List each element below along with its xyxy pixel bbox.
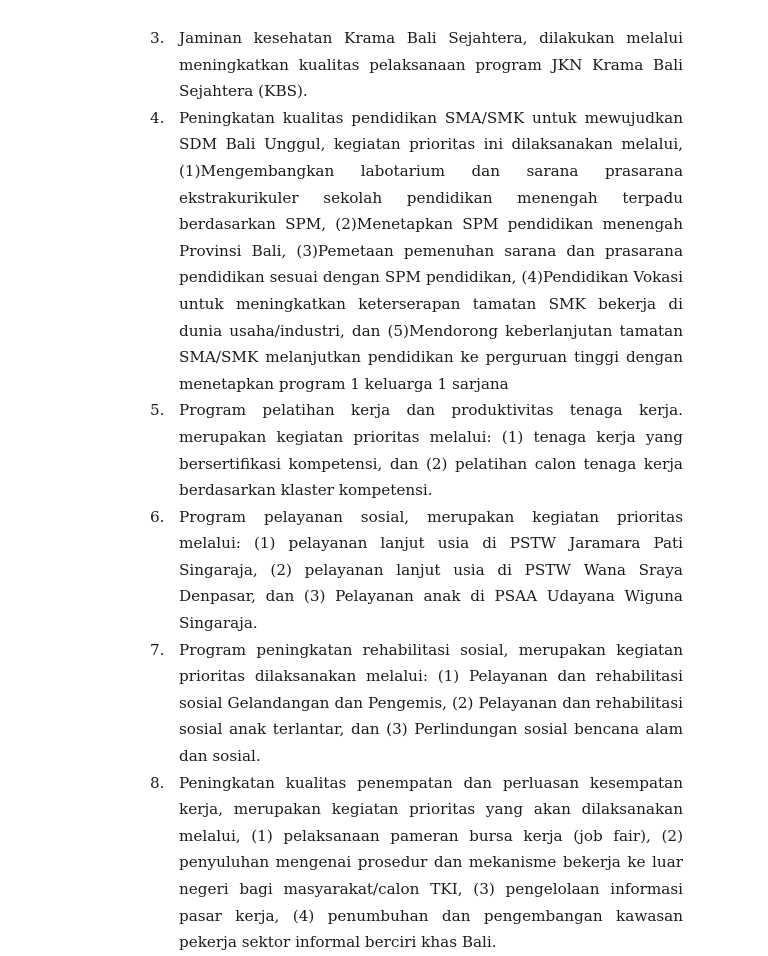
- list-item-text: Program peningkatan rehabilitasi sosial, merupakan kegiatan prioritas dilaksanakan melalui: (1) Pelayanan dan rehabilitasi sosial Gelandangan dan Pengemis, (2) Pelayanan dan rehabilitasi sosial anak terlantar, dan (3) Perlindungan sosial bencana alam dan sosial.: [179, 640, 683, 766]
- list-item: [150, 397, 683, 503]
- list-item-number: 5.: [150, 401, 165, 420]
- list-item-number: 6.: [150, 507, 165, 526]
- list-item-text: Peningkatan kualitas penempatan dan perluasan kesempatan kerja, merupakan kegiatan prioritas yang akan dilaksanakan melalui, (1) pelaksanaan pameran bursa kerja (job fair), (2) penyuluhan mengenai prosedur dan mekanisme bekerja ke luar negeri bagi masyarakat/calon TKI, (3) pengelolaan informasi pasar kerja, (4) penumbuhan dan pengembangan kawasan pekerja sektor informal berciri khas Bali.: [179, 773, 683, 952]
- list-item-text: Jaminan kesehatan Krama Bali Sejahtera, dilakukan melalui meningkatkan kualitas pelaksanaan program JKN Krama Bali Sejahtera (KBS).: [179, 29, 683, 101]
- list-item-number: 7.: [150, 640, 165, 659]
- list-item: [150, 637, 683, 770]
- list-item-number: 8.: [150, 773, 165, 792]
- list-item: [150, 105, 683, 398]
- list-item: [150, 504, 683, 637]
- list-item-text: Peningkatan kualitas pendidikan SMA/SMK untuk mewujudkan SDM Bali Unggul, kegiatan prioritas ini dilaksanakan melalui, (1)Mengembangkan labotarium dan sarana prasarana ekstrakurikuler sekolah pendidikan menengah terpadu berdasarkan SPM, (2)Menetapkan SPM pendidikan menengah Provinsi Bali, (3)Pemetaan pemenuhan sarana dan prasarana pendidikan sesuai dengan SPM pendidikan, (4)Pendidikan Vokasi untuk meningkatkan keterserapan tamatan SMK bekerja di dunia usaha/industri, dan (5)Mendorong keberlanjutan tamatan SMA/SMK melanjutkan pendidikan ke perguruan tinggi dengan menetapkan program 1 keluarga 1 sarjana: [179, 108, 683, 393]
- priority-list: [150, 25, 683, 956]
- list-item-text: Program pelatihan kerja dan produktivitas tenaga kerja. merupakan kegiatan prioritas melalui: (1) tenaga kerja yang bersertifikasi kompetensi, dan (2) pelatihan calon tenaga kerja berdasarkan klaster kompetensi.: [179, 401, 683, 500]
- list-item: [150, 25, 683, 105]
- list-item-number: 3.: [150, 29, 165, 47]
- list-item: [150, 770, 683, 956]
- list-item-text: Program pelayanan sosial, merupakan kegiatan prioritas melalui: (1) pelayanan lanjut usia di PSTW Jaramara Pati Singaraja, (2) pelayanan lanjut usia di PSTW Wana Sraya Denpasar, dan (3) Pelayanan anak di PSAA Udayana Wiguna Singaraja.: [179, 507, 683, 633]
- list-item-number: 4.: [150, 108, 165, 127]
